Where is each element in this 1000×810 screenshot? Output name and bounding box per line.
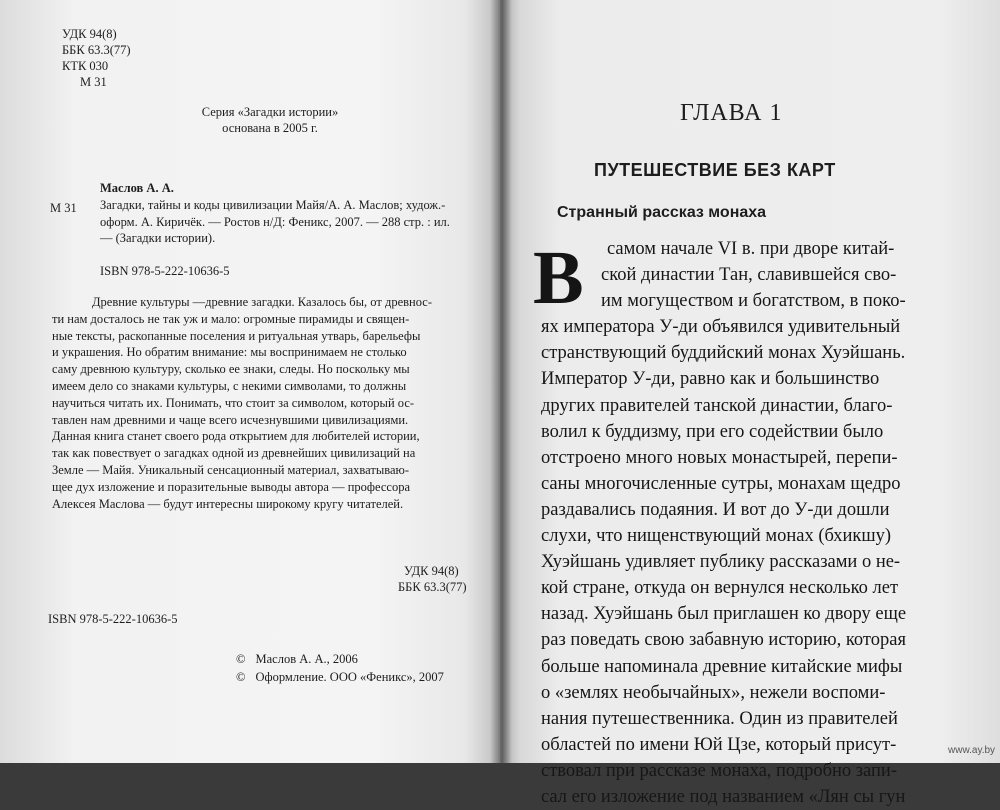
classification-codes	[62, 26, 131, 90]
udk-code-bottom: УДК 94(8)	[404, 564, 459, 578]
annotation-line: ти нам досталось не так уж и мало: огромные пирамиды и священ-	[52, 311, 410, 326]
copyright-line	[236, 668, 444, 686]
catalog-line: Загадки, тайны и коды цивилизации Майя/А. А. Маслов; худож.-	[100, 198, 446, 212]
annotation-line: ные тексты, раскопанные поселения и ритуальная утварь, барельефы	[52, 328, 421, 343]
catalog-description	[100, 197, 450, 247]
body-line: областей по имени Юй Цзе, который присут-	[541, 734, 897, 755]
body-line: слухи, что нищенствующий монах (бхикшу)	[541, 526, 892, 547]
body-line: волил к буддизму, при его содействии было	[541, 421, 884, 442]
body-line: раз поведать свою забавную историю, которая	[541, 630, 906, 651]
catalog-line: — (Загадки истории).	[100, 231, 216, 245]
body-line: странствующий буддийский монах Хуэйшань.	[541, 343, 906, 364]
catalog-author: Маслов А. А.	[100, 181, 174, 195]
copyright-text: Маслов А. А., 2006	[255, 652, 358, 666]
body-line: им могуществом и богатством, в поко-	[601, 291, 906, 312]
body-line: ской династии Тан, славившейся сво-	[601, 265, 897, 286]
body-line: саны многочисленные сутры, монахам щедро	[541, 473, 901, 494]
body-line: ствовал при рассказе монаха, подробно запи-	[541, 760, 897, 781]
body-line: назад. Хуэйшань был приглашен ко двору еще	[541, 604, 907, 625]
annotation-line: Древние культуры —древние загадки. Казалось бы, от древнос-	[92, 295, 432, 309]
series-founded: основана в 2005 г.	[222, 121, 318, 135]
copyright-text: Оформление. ООО «Феникс», 2007	[255, 670, 444, 684]
annotation-line: Данная книга станет своего рода открытием для любителей истории,	[52, 429, 420, 444]
catalog-mark: М 31	[50, 201, 77, 215]
body-line: нания путешественника. Один из правителей	[541, 708, 898, 729]
body-line: других правителей танской династии, благо-	[541, 395, 893, 416]
bbk-code: ББК 63.3(77)	[62, 43, 131, 57]
annotation	[52, 294, 472, 512]
body-line: о «землях необычайных», нежели воспоми-	[541, 682, 886, 703]
annotation-line: и украшения. Но обратим внимание: мы воспринимаем не столько	[52, 345, 407, 360]
author-mark: М 31	[80, 75, 107, 89]
subsection-heading: Странный рассказ монаха	[557, 204, 767, 221]
annotation-line: саму древнюю культуру, сколько ее знаки, следы. Но поскольку мы	[52, 362, 410, 377]
udk-code: УДК 94(8)	[62, 27, 117, 41]
body-line: больше напоминала древние китайские мифы	[541, 656, 903, 677]
body-line: раздавались подаяния. И вот до У-ди дошли	[541, 499, 890, 520]
body-line: Хуэйшань удивляет публику рассказами о не-	[541, 552, 901, 573]
annotation-line: так как повествует о загадках одной из древнейших цивилизаций на	[52, 446, 416, 461]
body-line: кой стране, откуда он вернулся несколько лет	[541, 578, 899, 599]
drop-cap: В	[533, 236, 584, 320]
annotation-line: Земле — Майя. Уникальный сенсационный материал, захватываю-	[52, 462, 410, 477]
book-gutter	[490, 0, 512, 763]
body-line: сал его изложение под названием «Лян сы гун	[541, 786, 906, 807]
copyright-symbol: ©	[236, 652, 246, 666]
site-watermark: www.ay.by	[948, 745, 996, 756]
body-line: Император У-ди, равно как и большинство	[541, 369, 880, 390]
body-line: самом начале VI в. при дворе китай-	[607, 239, 895, 259]
copyright-symbol: ©	[236, 670, 246, 684]
series-note	[140, 104, 400, 136]
body-line: ях императора У-ди объявился удивительный	[541, 317, 901, 338]
left-page	[0, 0, 500, 763]
classification-codes-bottom	[398, 563, 467, 595]
annotation-line: научиться читать их. Понимать, что стоит за символом, который ос-	[52, 395, 415, 410]
copyright-line	[236, 650, 444, 668]
chapter-title: ГЛАВА 1	[680, 100, 783, 126]
body-line: отстроено много новых монастырей, перепи-	[541, 447, 898, 468]
section-heading: ПУТЕШЕСТВИЕ БЕЗ КАРТ	[594, 160, 836, 180]
ktk-code: КТК 030	[62, 59, 109, 73]
series-title: Серия «Загадки истории»	[201, 105, 339, 119]
catalog-line: оформ. А. Киричёк. — Ростов н/Д: Феникс, 2007. — 288 стр. : ил.	[100, 214, 450, 229]
annotation-line: Алексея Маслова — будут интересны широкому кругу читателей.	[52, 496, 404, 511]
chapter-body	[541, 236, 906, 810]
bbk-code-bottom: ББК 63.3(77)	[398, 580, 467, 594]
annotation-line: щее дух изложение и поразительные выводы автора — профессора	[52, 479, 411, 494]
catalog-isbn: ISBN 978-5-222-10636-5	[100, 264, 230, 278]
isbn-bottom: ISBN 978-5-222-10636-5	[48, 612, 178, 626]
annotation-line: имеем дело со знаками культуры, с некими символами, то должны	[52, 378, 407, 393]
copyright-block	[236, 650, 444, 686]
annotation-line: тавлен нам древними и чаще всего исчезнувшими цивилизациями.	[52, 412, 409, 427]
